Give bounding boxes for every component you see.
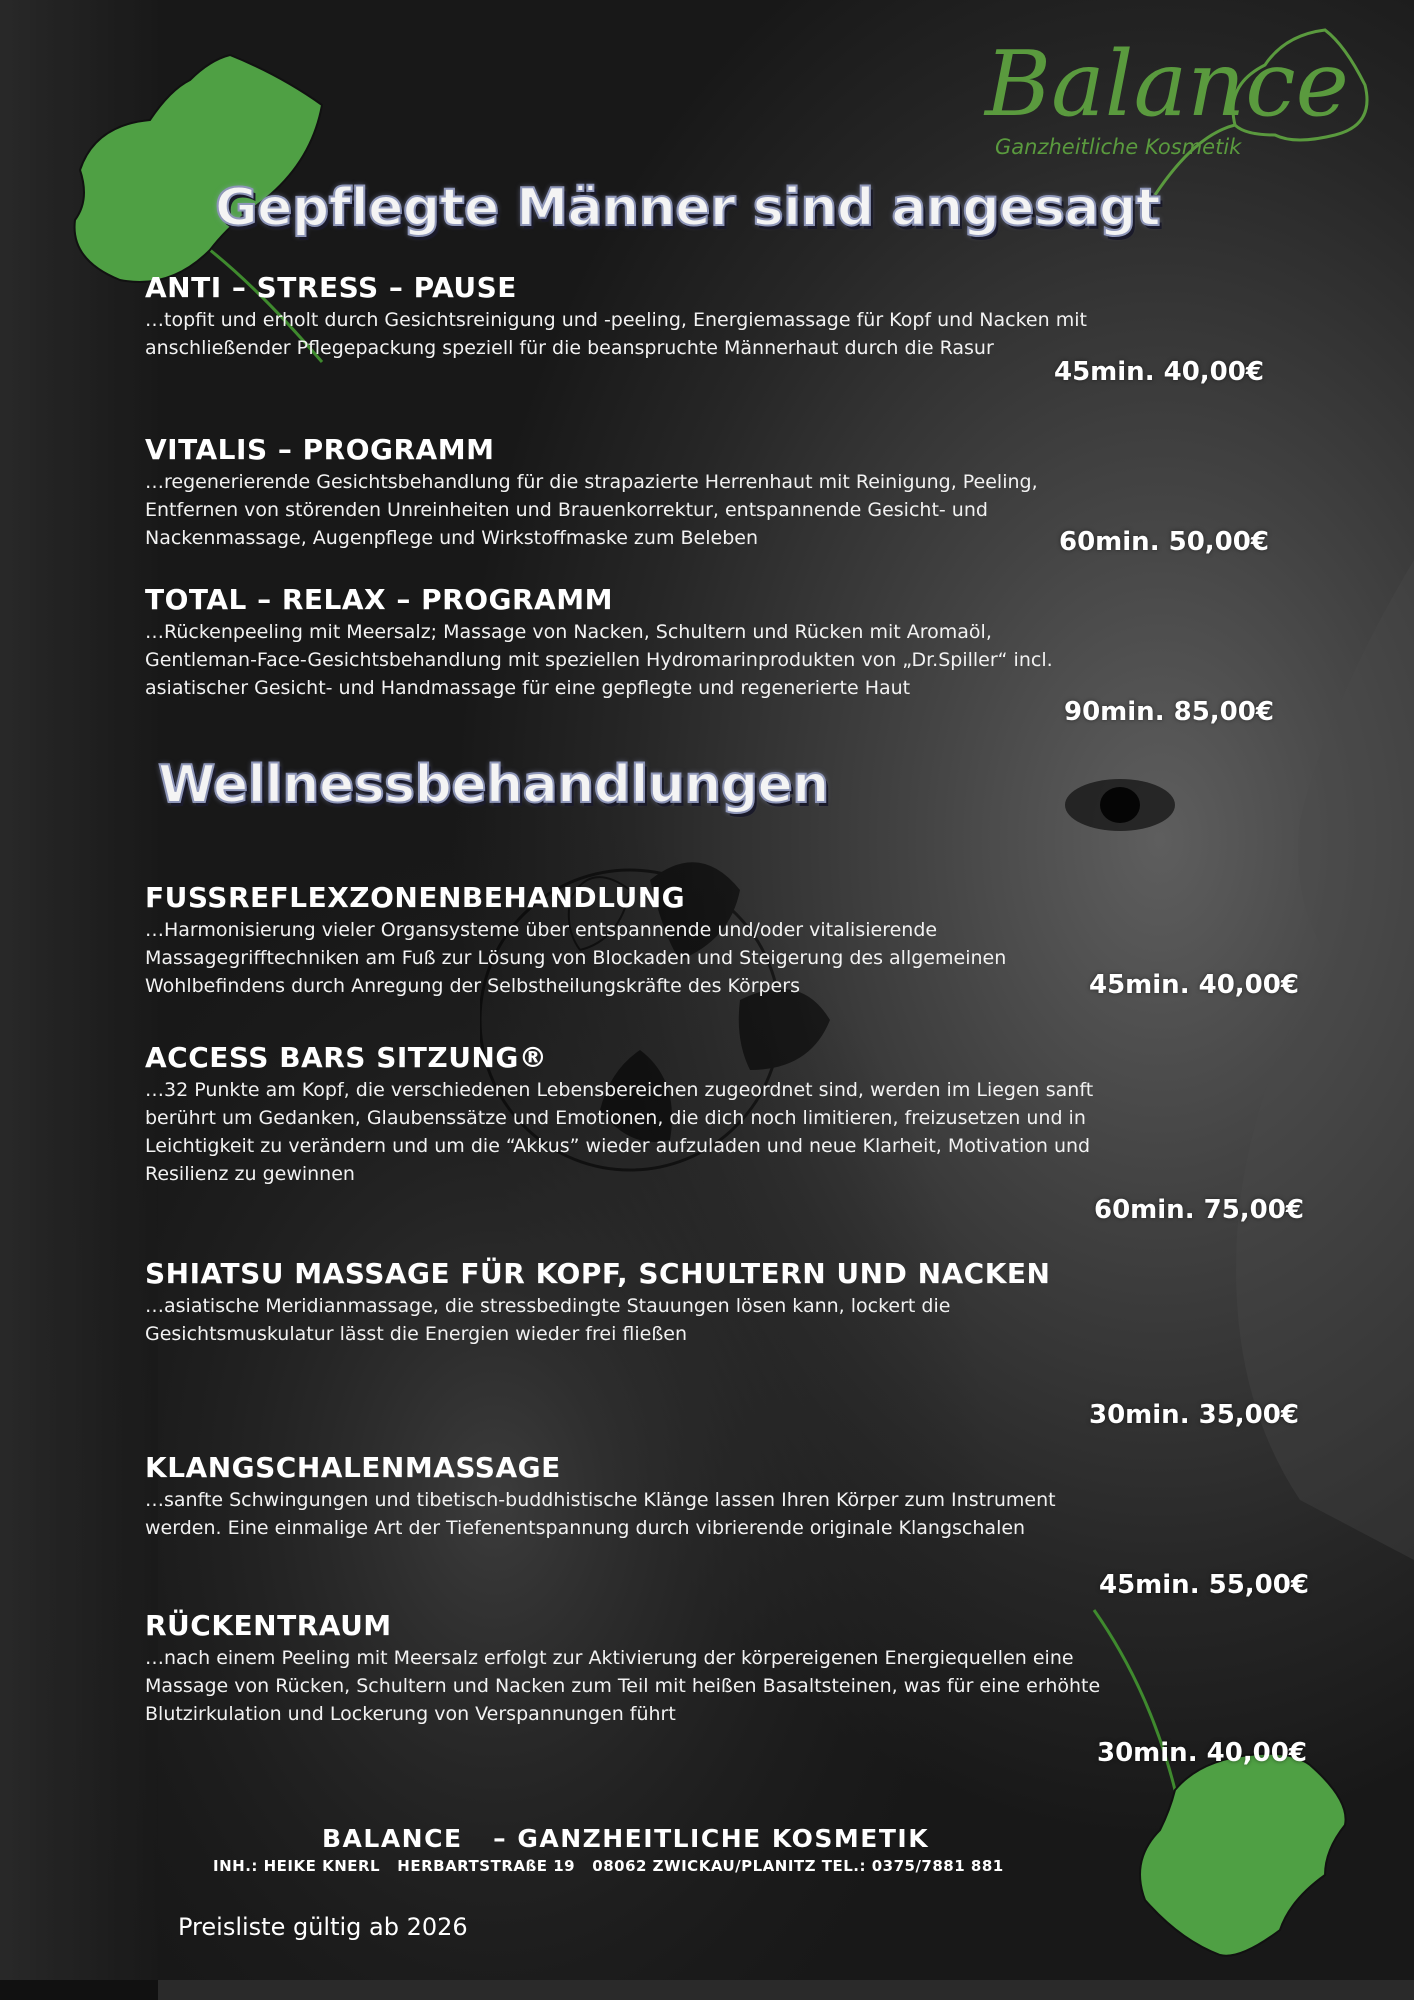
service-description: …topfit und erholt durch Gesichtsreinigung und -peeling, Energiemassage für Kopf und Nacken mit anschließender Pflegepackung speziell für die beanspruchte Männerhaut durch die Rasur [145,309,1087,359]
brand-tagline: Ganzheitliche Kosmetik [995,135,1242,159]
brand-logo [985,25,1385,195]
service-item [145,1256,1075,1348]
service-item [145,270,1125,362]
service-price: 30min. 35,00€ [1089,1400,1299,1430]
service-title: TOTAL – RELAX – PROGRAMM [145,583,613,616]
service-item [145,1040,1125,1188]
service-item [145,880,1075,1000]
service-description: …nach einem Peeling mit Meersalz erfolgt zur Aktivierung der körpereigenen Energiequellen eine Massage von Rücken, Schultern und Nacken zum Teil mit heißen Basaltsteinen, was für eine erhöhte Blutzirkulation und Lockerung von Verspannungen führt [145,1647,1101,1725]
service-title: FUSSREFLEXZONENBEHANDLUNG [145,881,686,914]
service-price: 90min. 85,00€ [1064,697,1274,727]
service-description: …sanfte Schwingungen und tibetisch-buddhistische Klänge lassen Ihren Körper zum Instrument werden. Eine einmalige Art der Tiefenentspannung durch vibrierende originale Klangschalen [145,1489,1056,1539]
service-title: VITALIS – PROGRAMM [145,433,495,466]
service-price: 45min. 40,00€ [1054,357,1264,387]
service-description: …asiatische Meridianmassage, die stressbedingte Stauungen lösen kann, lockert die Gesichtsmuskulatur lässt die Energien wieder frei fließen [145,1295,951,1345]
price-list-validity: Preisliste gültig ab 2026 [178,1913,468,1941]
heading-men: Gepflegte Männer sind angesagt [215,178,1161,238]
service-price: 30min. 40,00€ [1097,1738,1307,1768]
heading-wellness: Wellnessbehandlungen [158,755,829,815]
service-title: SHIATSU MASSAGE FÜR KOPF, SCHULTERN UND NACKEN [145,1257,1051,1290]
footer-address: INH.: HEIKE KNERL HERBARTSTRAßE 19 08062 ZWICKAU/PLANITZ TEL.: 0375/7881 881 [213,1857,1004,1875]
service-title: ACCESS BARS SITZUNG® [145,1041,548,1074]
brand-name: Balance [985,32,1349,137]
service-item [145,1450,1105,1542]
footer-company: BALANCE – GANZHEITLICHE KOSMETIK [322,1824,930,1853]
service-price: 45min. 55,00€ [1099,1570,1309,1600]
service-item [145,1608,1125,1728]
service-description: …regenerierende Gesichtsbehandlung für die strapazierte Herrenhaut mit Reinigung, Peeling, Entfernen von störenden Unreinheiten und Brauenkorrektur, entspannende Gesicht- und Nackenmassage, Augenpflege und Wirkstoffmaske zum Beleben [145,471,1038,549]
service-description: …32 Punkte am Kopf, die verschiedenen Lebensbereichen zugeordnet sind, werden im Liegen sanft berührt um Gedanken, Glaubenssätze und Emotionen, die dich noch limitieren, freizusetzen und in Leichtigkeit zu verändern und um die “Akkus” wieder aufzuladen und neue Klarheit, Motivation und Resilienz zu gewinnen [145,1079,1094,1185]
service-price: 60min. 50,00€ [1059,527,1269,557]
service-item [145,432,1085,552]
ginkgo-leaf-icon [1090,1600,1360,1960]
service-item [145,582,1065,702]
service-price: 60min. 75,00€ [1094,1195,1304,1225]
service-price: 45min. 40,00€ [1089,970,1299,1000]
service-title: RÜCKENTRAUM [145,1609,392,1642]
service-title: ANTI – STRESS – PAUSE [145,271,517,304]
service-description: …Harmonisierung vieler Organsysteme über entspannende und/oder vitalisierende Massagegrifftechniken am Fuß zur Lösung von Blockaden und Steigerung des allgemeinen Wohlbefindens durch Anregung der Selbstheilungskräfte des Körpers [145,919,1007,997]
service-title: KLANGSCHALENMASSAGE [145,1451,561,1484]
service-description: …Rückenpeeling mit Meersalz; Massage von Nacken, Schultern und Rücken mit Aromaöl, Gentleman-Face-Gesichtsbehandlung mit speziellen Hydromarinprodukten von „Dr.Spiller“ incl. asiatischer Gesicht- und Handmassage für eine gepflegte und regenerierte Haut [145,621,1053,699]
